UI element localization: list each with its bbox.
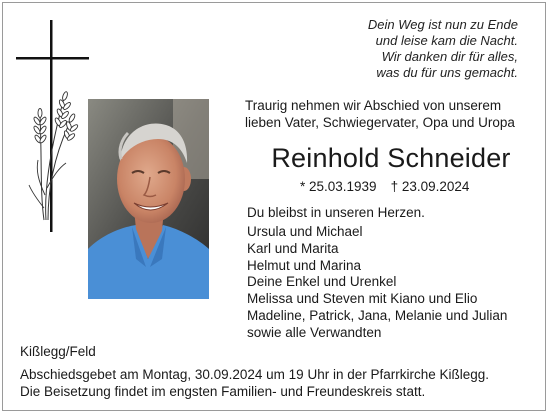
mourner-line: Karl und Marita bbox=[247, 240, 339, 256]
intro-line: lieben Vater, Schwiegervater, Opa und Uropa bbox=[245, 115, 515, 130]
portrait-photo bbox=[88, 99, 209, 299]
mourner-line: sowie alle Verwandten bbox=[247, 324, 382, 340]
mourner-line: Deine Enkel und Urenkel bbox=[247, 274, 397, 290]
poem bbox=[368, 17, 518, 81]
mourners-list bbox=[247, 224, 547, 342]
life-dates bbox=[300, 178, 510, 195]
place: Kißlegg/Feld bbox=[20, 344, 96, 359]
deceased-name: Reinhold Schneider bbox=[271, 143, 511, 173]
mourner-line: Helmut und Marina bbox=[247, 257, 362, 273]
poem-line: Dein Weg ist nun zu Ende bbox=[367, 17, 518, 32]
motto: Du bleibst in unseren Herzen. bbox=[247, 205, 425, 220]
death-date: † 23.09.2024 bbox=[390, 179, 470, 194]
service-line: Die Beisetzung findet im engsten Familien- und Freundeskreis statt. bbox=[20, 384, 426, 399]
service-line: Abschiedsgebet am Montag, 30.09.2024 um 19 Uhr in der Pfarrkirche Kißlegg. bbox=[20, 367, 490, 382]
mourner-line: Melissa und Steven mit Kiano und Elio bbox=[247, 291, 478, 307]
poem-line: Wir danken dir für alles, bbox=[381, 49, 518, 64]
service-info bbox=[20, 366, 540, 400]
mourner-line: Ursula und Michael bbox=[247, 224, 363, 239]
intro-text bbox=[245, 97, 545, 131]
poem-line: was du für uns gemacht. bbox=[376, 65, 518, 80]
birth-date: * 25.03.1939 bbox=[300, 179, 377, 194]
intro-line: Traurig nehmen wir Abschied von unserem bbox=[245, 98, 502, 113]
cross-with-wheat-icon bbox=[14, 20, 94, 232]
poem-line: und leise kam die Nacht. bbox=[375, 33, 518, 48]
mourner-line: Madeline, Patrick, Jana, Melanie und Julian bbox=[247, 307, 508, 323]
